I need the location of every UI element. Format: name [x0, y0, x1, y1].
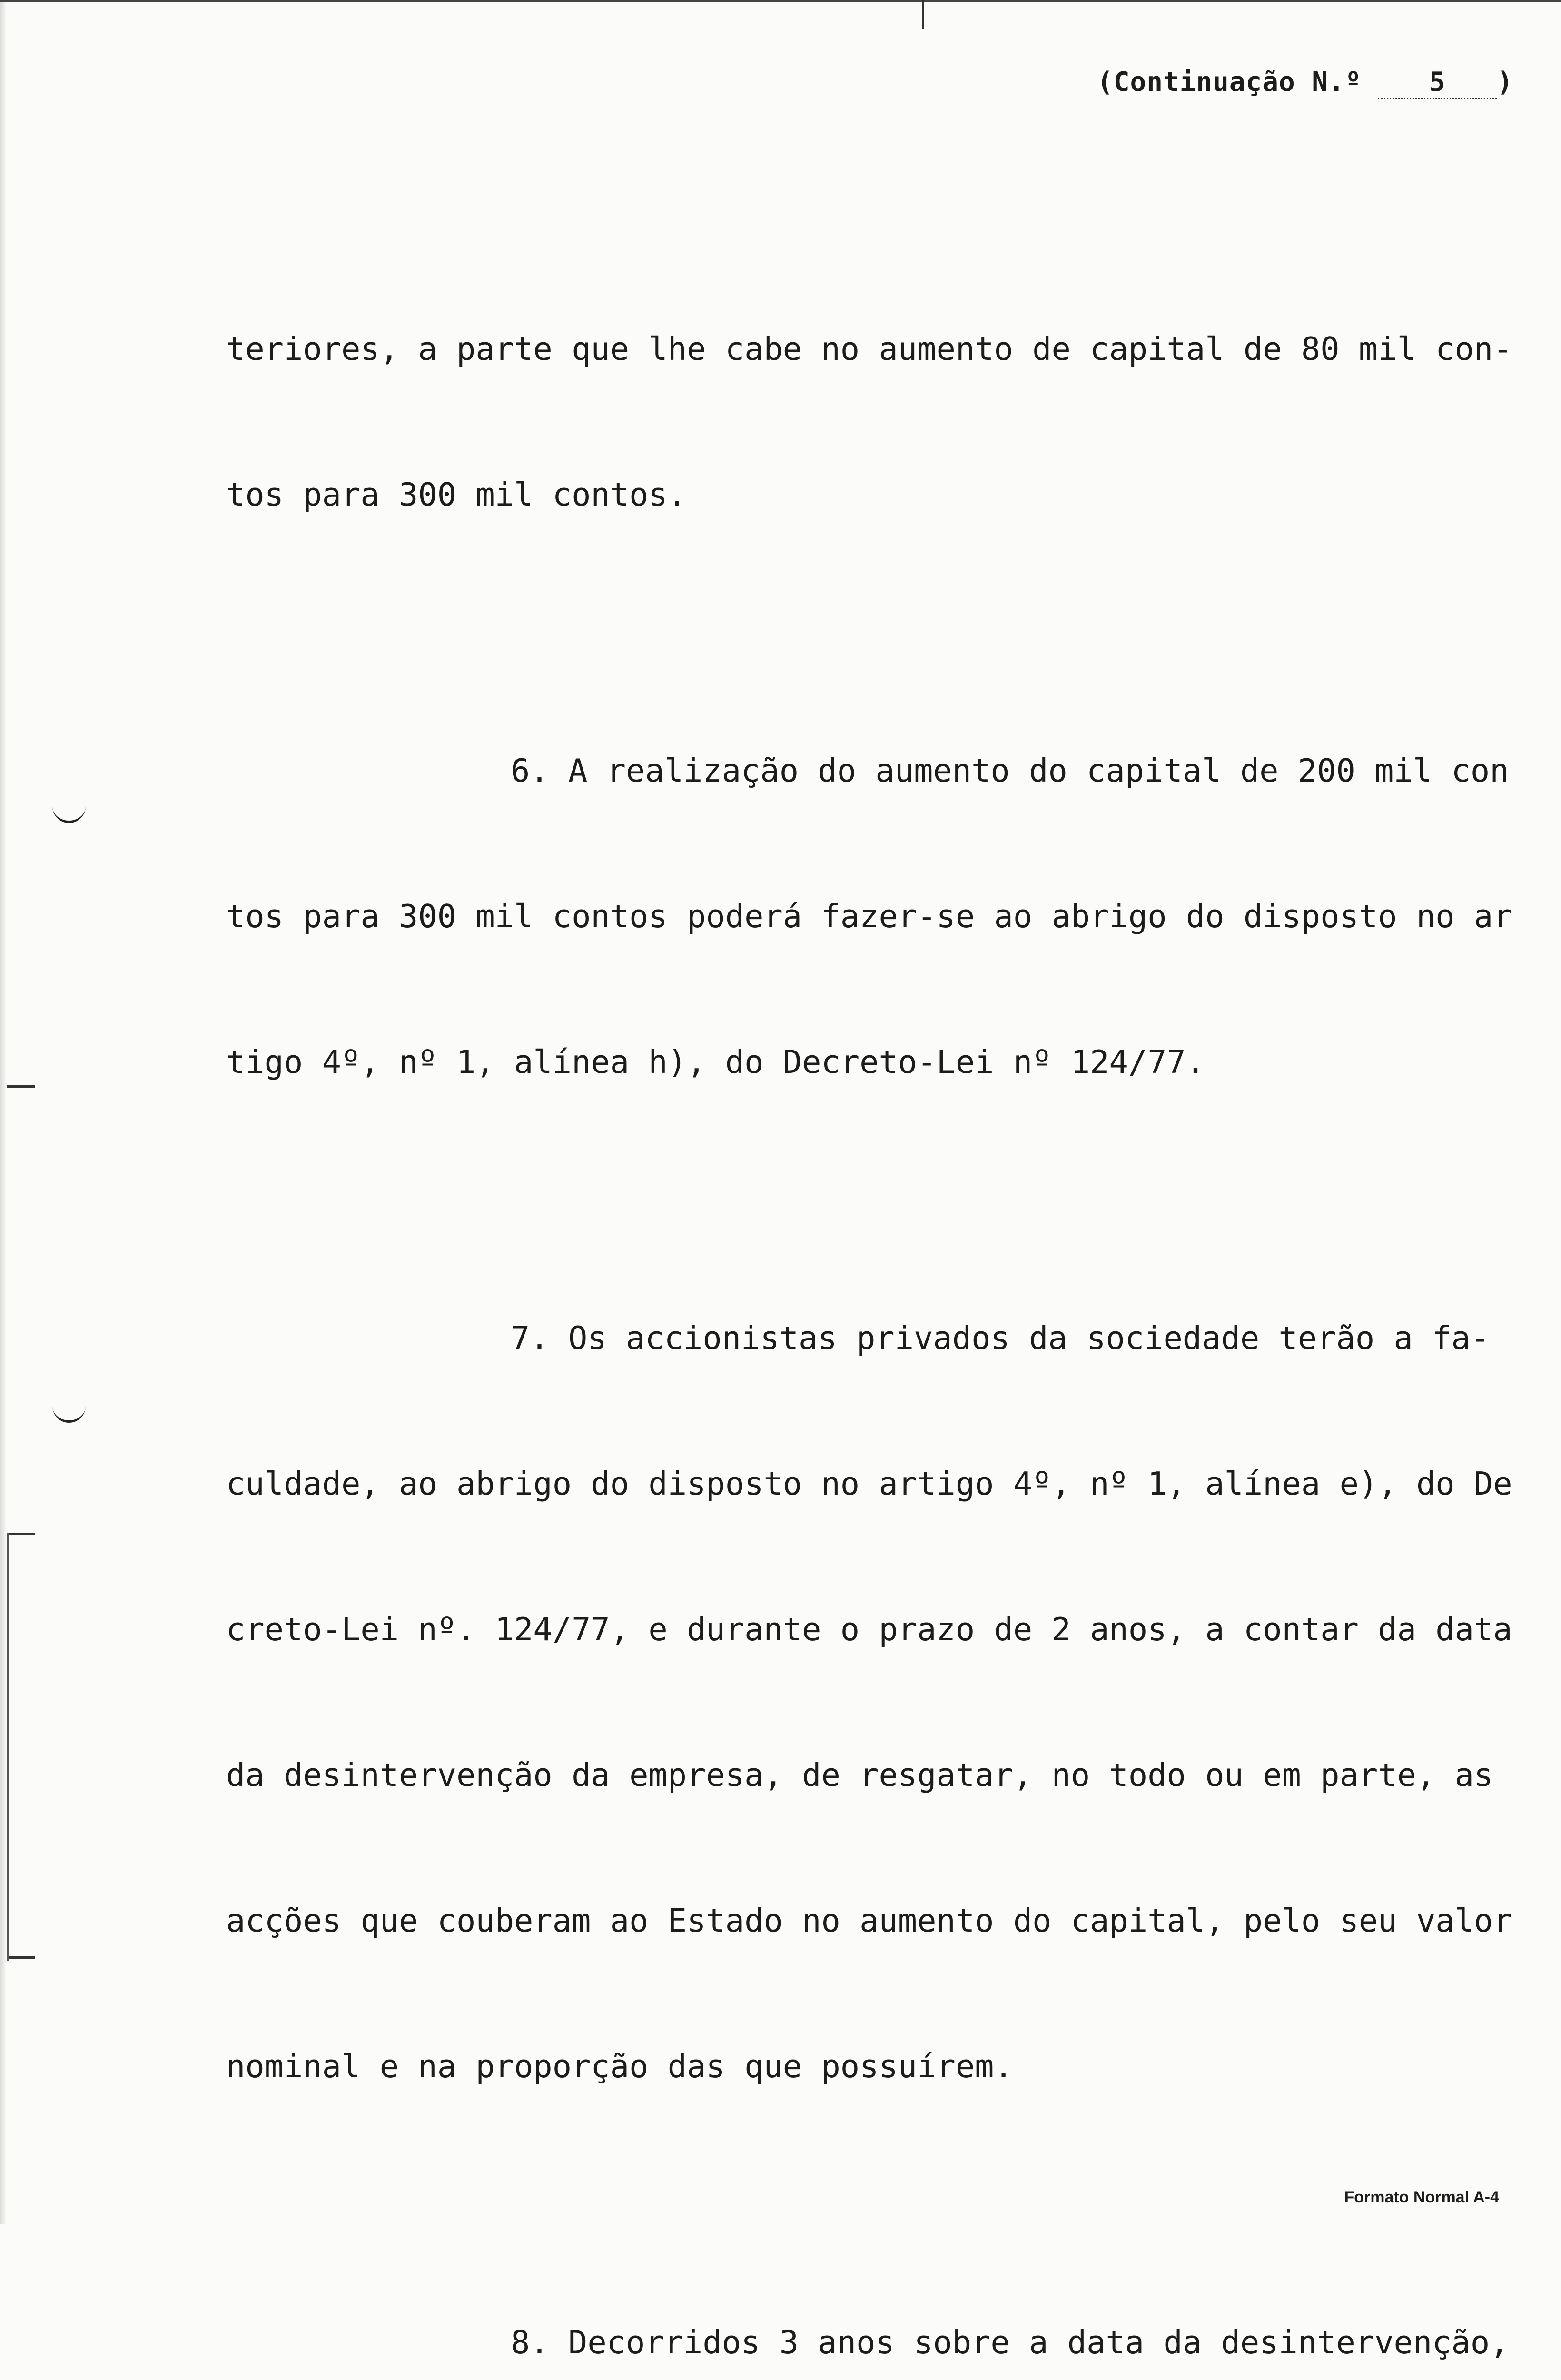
text-line: 6. A realização do aumento do capital de 200 mil con: [511, 752, 1509, 789]
text-line: da desintervenção da empresa, de resgatar, no todo ou em parte, as: [226, 1756, 1493, 1794]
margin-binding-line: [7, 1533, 9, 1961]
top-border-line: [0, 0, 1561, 2]
text-line: tos para 300 mil contos.: [226, 476, 687, 513]
top-center-tick: [922, 0, 924, 29]
document-body: [226, 228, 1530, 2380]
continuation-number: 5: [1378, 67, 1497, 99]
paragraph-item-6: [226, 649, 1530, 1183]
continuation-close: ): [1497, 67, 1513, 98]
text-line: culdade, ao abrigo do disposto no artigo 4º, nº 1, alínea e), do De: [226, 1465, 1512, 1502]
margin-bracket-mark: [7, 1085, 35, 1088]
paragraph-continuation: [226, 228, 1530, 616]
scanned-page-edge: [0, 0, 6, 2224]
text-line: teriores, a parte que lhe cabe no aumento de capital de 80 mil con-: [226, 330, 1512, 367]
margin-bracket-mark: [7, 1956, 35, 1959]
continuation-label: (Continuação N.º: [1097, 67, 1362, 98]
text-line: acções que couberam ao Estado no aumento do capital, pelo seu valor: [226, 1902, 1512, 1939]
text-line: tigo 4º, nº 1, alínea h), do Decreto-Lei nº 124/77.: [226, 1043, 1205, 1081]
text-line: tos para 300 mil contos poderá fazer-se ao abrigo do disposto no ar: [226, 898, 1512, 935]
margin-bracket-mark: [7, 1533, 35, 1535]
paragraph-item-7: [226, 1217, 1530, 2188]
paragraph-item-8: [226, 2221, 1530, 2380]
binder-hole-mark: [52, 1404, 86, 1423]
text-line: 7. Os accionistas privados da sociedade terão a fa-: [511, 1319, 1490, 1357]
paper-format-label: Formato Normal A-4: [1344, 2188, 1499, 2206]
text-line: 8. Decorridos 3 anos sobre a data da desintervenção,: [511, 2324, 1509, 2361]
text-line: nominal e na proporção das que possuírem.: [226, 2048, 1013, 2085]
text-line: creto-Lei nº. 124/77, e durante o prazo de 2 anos, a contar da data: [226, 1611, 1512, 1648]
binder-hole-mark: [52, 804, 86, 823]
continuation-header: [1097, 67, 1513, 99]
